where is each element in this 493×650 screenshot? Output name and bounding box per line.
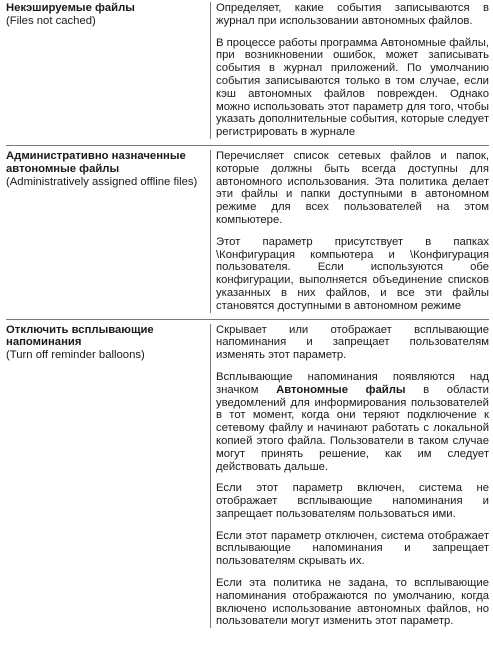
policy-term [6,2,210,139]
policy-row-files-not-cached [6,2,489,139]
policy-term [6,324,210,629]
offline-files-keyword: Автономные файлы [276,383,406,396]
description-paragraph: Если этот параметр включен, система не отображает всплывающие напоминания и запрещает пользователям пользоваться ими. [216,482,489,520]
term-russian: Административно назначенные автономные файлы [6,149,186,175]
description-paragraph: Этот параметр присутствует в папках \Конфигурация компьютера и \Конфигурация пользователя. Если используются обе конфигурации, выполняется объединение списков указанных в них файлов, и все эти файлы становятся доступными в автономном режиме [216,235,489,312]
policy-row-admin-assigned [6,150,489,313]
term-english: (Files not cached) [6,14,96,27]
description-paragraph: Перечисляет список сетевых файлов и папок, которые должны быть всегда доступны для автономного использования. Эта политика делает эти файлы и папки доступными в автономном режиме для всех пользователей на этом компьютере. [216,149,489,226]
policy-term [6,150,210,313]
description-paragraph: Скрывает или отображает всплывающие напоминания и запрещает пользователям изменять этот параметр. [216,323,489,362]
term-russian: Некэшируемые файлы [6,2,135,14]
description-paragraph: Определяет, какие события записываются в журнал при использовании автономных файлов. [216,2,489,27]
policy-row-reminder-balloons [6,324,489,629]
term-english: (Turn off reminder balloons) [6,349,145,362]
term-russian: Отключить всплывающие напоминания [6,323,154,349]
description-paragraph: Если этот параметр отключен, система отображает всплывающие напоминания и запрещает пользователям скрывать их. [216,529,489,568]
paragraph-text: Всплывающие напоминания появляются над значком [216,370,489,396]
description-paragraph [216,371,489,473]
term-english: (Administratively assigned offline files) [6,175,198,188]
paragraph-text: в области уведомлений для информирования пользователей в тот момент, когда они теряют подключение к сетевому файлу и начинают работать с локальной копией этого файла. Пользователи в таком случае могут принять решение, как им следует действовать дальше. [216,383,489,473]
policy-description [210,2,489,139]
description-paragraph: В процессе работы программа Автономные файлы, при возникновении ошибок, может записывать события в журнал приложений. По умолчанию события записываются только в том случае, если кэш автономных файлов поврежден. Однако можно использовать этот параметр для того, чтобы указать дополнительные события, которые следует регистрировать в журнале [216,36,489,139]
row-divider [6,319,489,320]
description-paragraph: Если эта политика не задана, то всплывающие напоминания отображаются по умолчанию, когда включено использование автономных файлов, но пользователи могут изменить этот параметр. [216,577,489,628]
policy-description [210,150,489,313]
row-divider [6,145,489,146]
policy-description [210,324,489,629]
